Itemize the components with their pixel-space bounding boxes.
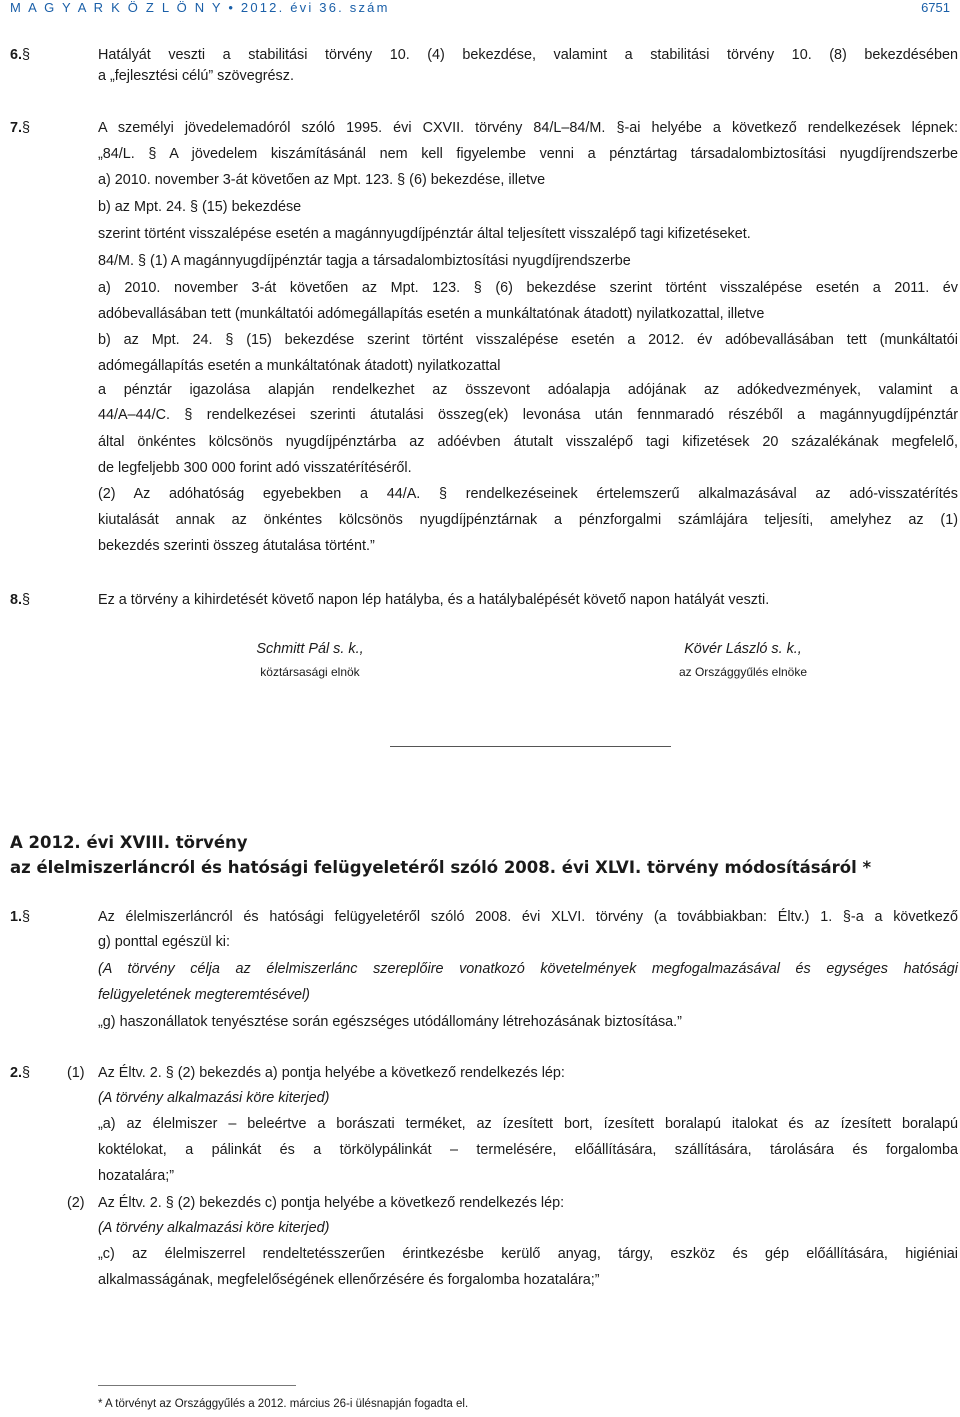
text-line: (2) Az adóhatóság egyebekben a 44/A. § rendelkezéseinek értelemszerű alkalmazásával az adó-visszatérítés <box>98 486 958 502</box>
signatory-right-name: Kövér László s. k., <box>684 641 802 657</box>
text-line: a) 2010. november 3-át követően az Mpt. 123. § (6) bekezdése, illetve <box>98 172 546 188</box>
text-line: kiutalását annak az önkéntes kölcsönös nyugdíjpénztárnak a pénzforgalmi számlájára teljesíti, amelyhez az (1) <box>98 512 958 528</box>
signatory-left-role: köztársasági elnök <box>260 665 360 679</box>
section-sign: § <box>22 592 31 608</box>
text-line: „a) az élelmiszer – beleértve a borászati terméket, az ízesített bort, ízesített boralapú italokat és az ízesített boralapú <box>98 1116 958 1132</box>
section-number: 6. <box>10 47 23 63</box>
section-number: 2. <box>10 1065 23 1081</box>
text-line: a) 2010. november 3-át követően az Mpt. 123. § (6) bekezdése szerint történt visszalépése esetén a 2011. év <box>98 280 958 296</box>
text-line: A személyi jövedelemadóról szóló 1995. évi CXVII. törvény 84/L–84/M. §-ai helyébe a következő rendelkezések lépnek: <box>98 120 958 136</box>
text-line: (A törvény célja az élelmiszerlánc szereplőire vonatkozó követelmények megfogalmazásával és egységes hatósági <box>98 961 958 977</box>
text-line: (A törvény alkalmazási köre kiterjed) <box>98 1220 330 1236</box>
section-sign: § <box>22 47 31 63</box>
text-line: „84/L. § A jövedelem kiszámításánál nem kell figyelembe venni a pénztártag társadalombiztosítási nyugdíjrendszerbe <box>98 146 958 162</box>
section-sign: § <box>22 909 31 925</box>
text-line: koktélokat, a pálinkát és a törkölypálinkát – termelésére, előállítására, szállítására, tárolására és forgalomba <box>98 1142 958 1158</box>
text-line: felügyeletének megteremtésével) <box>98 987 310 1003</box>
text-line: adóbevallásában tett (munkáltatói adómegállapítás esetén a munkáltatónak átadott) nyilatkozattal, illetve <box>98 306 765 322</box>
text-line: Az élelmiszerláncról és hatósági felügyeletéről szóló 2008. évi XLVI. törvény (a továbbiakban: Éltv.) 1. §-a a következő <box>98 909 958 925</box>
signatory-left-name: Schmitt Pál s. k., <box>256 641 364 657</box>
text-line: Az Éltv. 2. § (2) bekezdés c) pontja helyébe a következő rendelkezés lép: <box>98 1195 565 1211</box>
text-line: 44/A–44/C. § rendelkezései szerinti átutalási összeg(ek) levonása után fennmaradó részéből a magánnyugdíjpénztár <box>98 407 958 423</box>
text-line: adómegállapítás esetén a munkáltatónak átadott) nyilatkozattal <box>98 358 501 374</box>
text-line: b) az Mpt. 24. § (15) bekezdése szerint történt visszalépése esetén a 2012. év adóbevallásában tett (munkáltatói <box>98 332 958 348</box>
text-line: alkalmasságának, megfelelőségének ellenőrzésére és forgalomba hozatalára;” <box>98 1272 600 1288</box>
section-sign: § <box>22 1065 31 1081</box>
section-number: 7. <box>10 120 23 136</box>
footnote: * A törvényt az Országgyűlés a 2012. március 26-i ülésnapján fogadta el. <box>98 1398 469 1410</box>
paragraph-number: (2) <box>67 1195 85 1211</box>
text-line: 84/M. § (1) A magánnyugdíjpénztár tagja a társadalombiztosítási nyugdíjrendszerbe <box>98 253 631 269</box>
journal-issue-label: M A G Y A R K Ö Z L Ö N Y • 2012. évi 36. szám <box>10 0 390 15</box>
text-line: által önkéntes kölcsönös nyugdíjpénztárba az adóévben átutalt visszalépő tagi kifizetések 20 százalékának megfelelő, <box>98 434 958 450</box>
text-line: de legfeljebb 300 000 forint adó visszatérítéséről. <box>98 460 412 476</box>
text-line: g) ponttal egészül ki: <box>98 934 230 950</box>
text-line: „c) az élelmiszerrel rendeltetésszerűen érintkezésbe kerülő anyag, tárgy, eszköz és gép előállítására, higiéniai <box>98 1246 958 1262</box>
law-subtitle: az élelmiszerláncról és hatósági felügyeletéről szóló 2008. évi XLVI. törvény módosításáról * <box>10 858 872 877</box>
text-line: Ez a törvény a kihirdetését követő napon lép hatályba, és a hatálybalépését követő napon hatályát veszti. <box>98 592 770 608</box>
section-number: 8. <box>10 592 23 608</box>
text-line: bekezdés szerinti összeg átutalása történt.” <box>98 538 375 554</box>
text-line: (A törvény alkalmazási köre kiterjed) <box>98 1090 330 1106</box>
section-number: 1. <box>10 909 23 925</box>
text-line: a pénztár igazolása alapján rendelkezhet az összevont adóalapja adójának az adókedvezmények, valamint a <box>98 382 958 398</box>
text-line: hozatalára;” <box>98 1168 174 1184</box>
text-line: Az Éltv. 2. § (2) bekezdés a) pontja helyébe a következő rendelkezés lép: <box>98 1065 565 1081</box>
paragraph-number: (1) <box>67 1065 85 1081</box>
page-header <box>10 0 950 16</box>
text-line: Hatályát veszti a stabilitási törvény 10. (4) bekezdése, valamint a stabilitási törvény 10. (8) bekezdésében <box>98 47 958 63</box>
text-line: a „fejlesztési célú” szövegrész. <box>98 68 294 84</box>
text-line: b) az Mpt. 24. § (15) bekezdése <box>98 199 302 215</box>
law-title: A 2012. évi XVIII. törvény <box>10 833 248 852</box>
text-line: szerint történt visszalépése esetén a magánnyugdíjpénztár által teljesített visszalépő tagi kifizetéseket. <box>98 226 751 242</box>
footnote-rule <box>98 1385 296 1386</box>
separator-rule <box>390 746 671 747</box>
page-number: 6751 <box>921 0 950 15</box>
text-line: „g) haszonállatok tenyésztése során egészséges utódállomány létrehozásának biztosítása.” <box>98 1014 682 1030</box>
section-sign: § <box>22 120 31 136</box>
signatory-right-role: az Országgyűlés elnöke <box>678 665 808 679</box>
